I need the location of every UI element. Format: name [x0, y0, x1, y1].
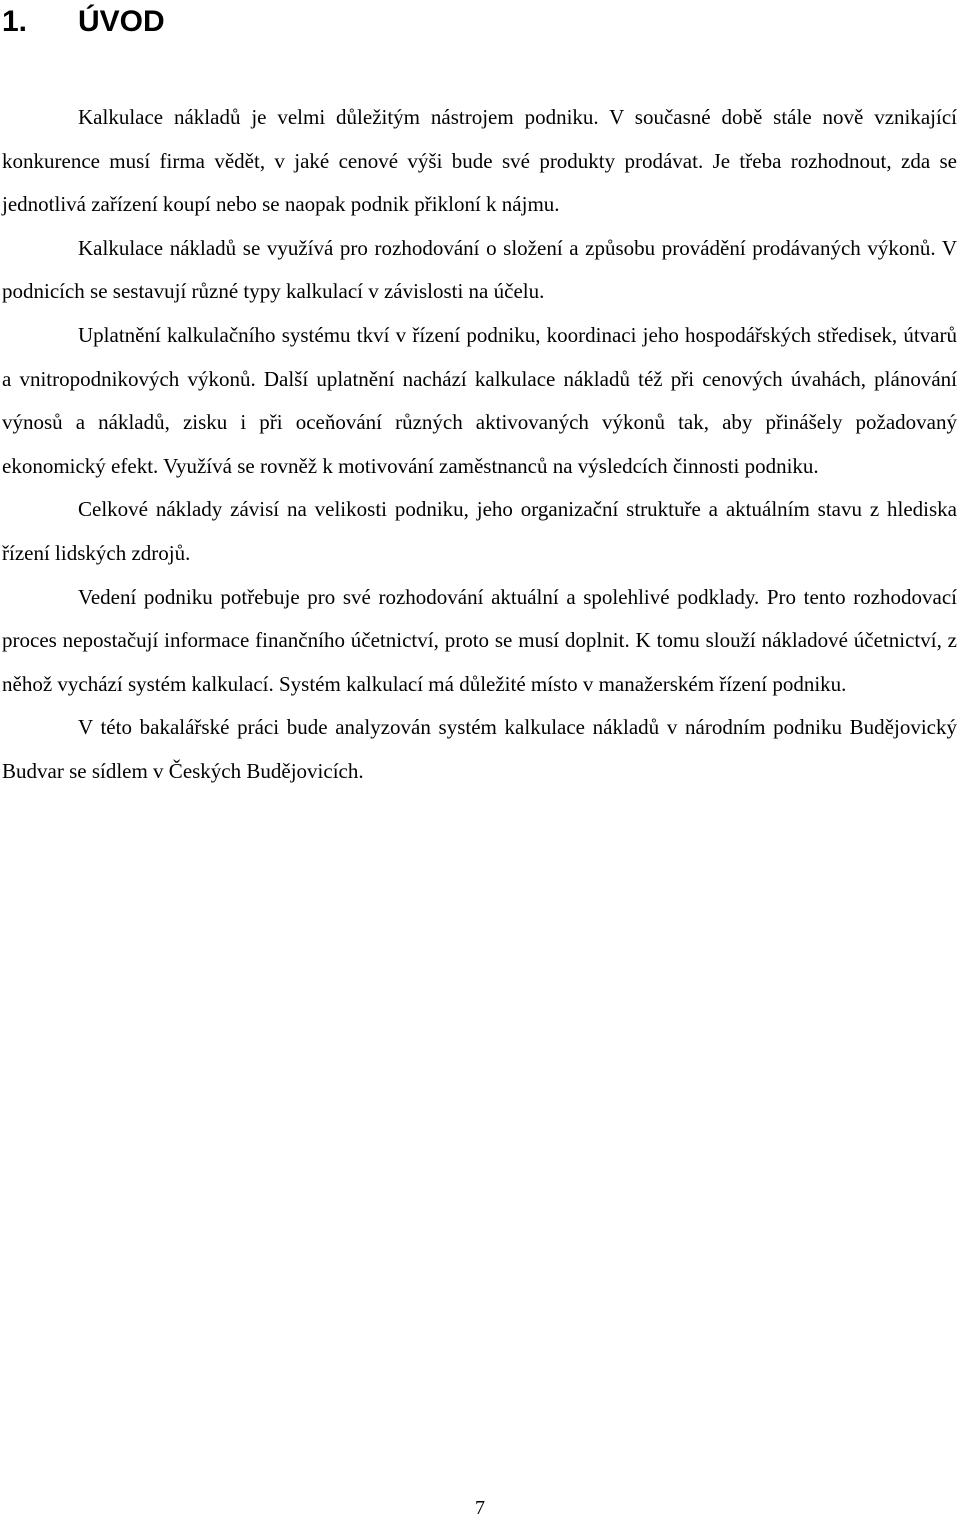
page-number: 7: [475, 1497, 485, 1519]
chapter-number: 1.: [2, 5, 28, 38]
paragraph-3: Uplatnění kalkulačního systému tkví v řízení podniku, koordinaci jeho hospodářských středisek, útvarů a vnitropodnikových výkonů. Další uplatnění nachází kalkulace nákladů též při cenových úvahách, plánování výnosů a nákladů, zisku i při oceňování různých aktivovaných výkonů tak, aby přinášely požadovaný ekonomický efekt. Využívá se rovněž k motivování zaměstnanců na výsledcích činnosti podniku.: [2, 322, 957, 478]
paragraph-1: Kalkulace nákladů je velmi důležitým nástrojem podniku. V současné době stále nově vznikající konkurence musí firma vědět, v jaké cenové výši bude své produkty prodávat. Je třeba rozhodnout, zda se jednotlivá zařízení koupí nebo se naopak podnik přikloní k nájmu.: [2, 105, 957, 217]
body-text: [2, 96, 957, 794]
paragraph-6: V této bakalářské práci bude analyzován systém kalkulace nákladů v národním podniku Budějovický Budvar se sídlem v Českých Budějovicích.: [2, 715, 957, 783]
chapter-title: ÚVOD: [78, 5, 165, 38]
paragraph-2: Kalkulace nákladů se využívá pro rozhodování o složení a způsobu provádění prodávaných výkonů. V podnicích se sestavují různé typy kalkulací v závislosti na účelu.: [2, 235, 957, 304]
chapter-heading: [2, 2, 165, 42]
paragraph-5: Vedení podniku potřebuje pro své rozhodování aktuální a spolehlivé podklady. Pro tento rozhodovací proces nepostačují informace finančního účetnictví, proto se musí doplnit. K tomu slouží nákladové účetnictví, z něhož vychází systém kalkulací. Systém kalkulací má důležité místo v manažerském řízení podniku.: [2, 584, 957, 696]
paragraph-4: Celkové náklady závisí na velikosti podniku, jeho organizační struktuře a aktuálním stavu z hlediska řízení lidských zdrojů.: [2, 497, 957, 565]
